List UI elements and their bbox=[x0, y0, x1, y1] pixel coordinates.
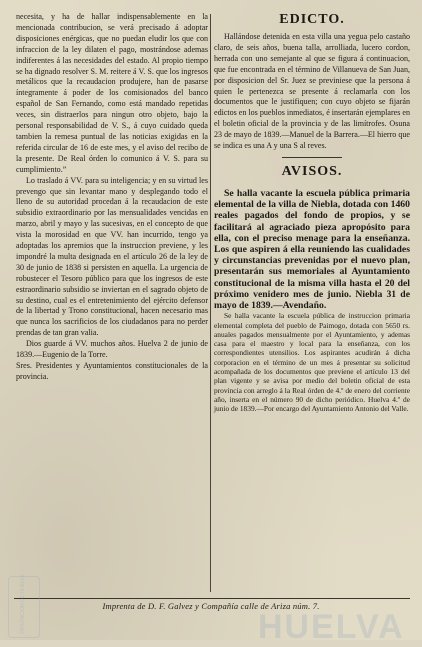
archive-watermark bbox=[0, 560, 422, 646]
circular-text: necesita, y ha de hallar indispensablemente en la mencionada contribucion, se verá precisado á adoptar disposiciones enérgicas, que no puedan eludir los que con infraccion de la ley dilaten el pago, mostrándose ademas indiferentes á las necesidades del estado. Al propio tiempo se ha dignado resolver S. M. reitere á V. S. que los ingresos metálicos que la recaudacion produjere, han de pasarse íntegramente á poder de los comisionados del banco español de San Fernando, como está mandado repetidas veces, sin distraerlos para ningun otro objeto, bajo la personal responsabilidad de V. S., á cuyo cuidado queda tambien la remesa puntual de las noticias exigidas en la referida circular de 16 de este mes, y el aviso del recibo de la presente. De Real órden lo comunico á V. S. para su cumplimiento.” bbox=[16, 12, 208, 174]
aviso-paimogo: Se halla vacante la escuela pública de instruccion primaria elemental completa del pueblo de Paimogo, dotada con 5650 rs. anuales pagados mensualmente por el Ayuntamiento, y ademas casa para el maestro y local para la enseñanza, con los correspondientes utensilios. Los aspirantes acudirán á dicha corporacion en el término de un mes á presentar su solicitud acompañada de los documentos que previene el artículo 13 del plan vigente y se avisa por medio del boletin oficial de esta provincia con arreglo á la Real órden de 4.º de enero del corriente año, inserta en el número 90 de dicho periódico. Huelva 4.º de junio de 1839.—Por encargo del Ayuntamiento Antonio del Valle. bbox=[214, 311, 410, 414]
column-divider bbox=[210, 14, 211, 592]
signature-line: Dios guarde á VV. muchos años. Huelva 2 de junio de 1839.—Eugenio de la Torre. bbox=[16, 339, 208, 360]
watermark-text: HUELVA bbox=[258, 608, 405, 646]
right-column bbox=[214, 12, 410, 413]
edicto-heading: EDICTO. bbox=[279, 12, 345, 27]
avisos-heading: AVISOS. bbox=[281, 163, 343, 179]
transfer-order-text: Lo traslado á VV. para su inteligencia; y en su virtud les prevengo que sin levantar mano y desplegando todo el lleno de su autoridad procedan á la recaudacion de este subsidio extraordinario por las mensualidades vencidas en marzo, abril y mayo y las sucesivas, en el concepto de que vista la morosidad en que VV. han incurrido, tengo ya adoptadas los apremios que la instruccion previene, y les impondré la multa designada en el artículo 26 de la ley de 30 de junio de 1838 si persisten en aquella. La urgencia de robustecer el Tesoro público para que los ingresos de este estraordinario subsidio se inviertan en el sagrado objeto de su destino, cual es el entretenimiento del ejército defensor de la libertad y Trono constitucional, hacen necesario mas que nunca los sacrificios de los ciudadanos para no perder prendas de tan gran valia. bbox=[16, 175, 208, 338]
aviso-niebla: Se halla vacante la escuela pública primaria elemental de la villa de Niebla, dotada con 1460 reales pagados del fondo de propios, y se facilitará al agraciado pieza apropósito para ella, con el preciso menage para la enseñanza. Los que aspiren á ella reuniendo las cualidades y circunstancias prevenidas por el nuevo plan, presentarán sus memoriales al Ayuntamiento constitucional de la misma villa hasta el 20 del próximo venidero mes de junio. Niebla 31 de mayo de 1839.—Avendaño. bbox=[214, 187, 410, 311]
archive-seal-icon bbox=[8, 576, 40, 638]
edicto-body: Hallándose detenida en esta villa una yegua pelo castaño claro, de seis años, buena talla, arrolliada, lucero cordon, herrada con uno semejante al que se figura á continuacion, que fue encontrada en el término de Villanueva de San Juan, por disposicion del Sr. Juez se previniese que la persona á quien le pertenezca se presente á reclamarla con los documentos que le justifiquen; con cuyo objeto se fijarán edictos en los pueblos inmediatos, é insertarán ejemplares en el boletin oficial de la provincia y de las limítrofes. Osuna 23 de mayo de 1839.—Manuel de la Barrera.—El hierro que se indica es una A y una S al reves. bbox=[214, 32, 410, 151]
left-column bbox=[16, 12, 208, 383]
imprint-line: Imprenta de D. F. Galvez y Compañía calle de Ariza núm. 7. bbox=[102, 601, 320, 611]
addressee-line: Sres. Presidentes y Ayuntamientos constitucionales de la provincia. bbox=[16, 361, 208, 381]
seal-text: DIPUTACION DE HUELVA bbox=[20, 574, 26, 634]
section-divider bbox=[282, 157, 342, 158]
